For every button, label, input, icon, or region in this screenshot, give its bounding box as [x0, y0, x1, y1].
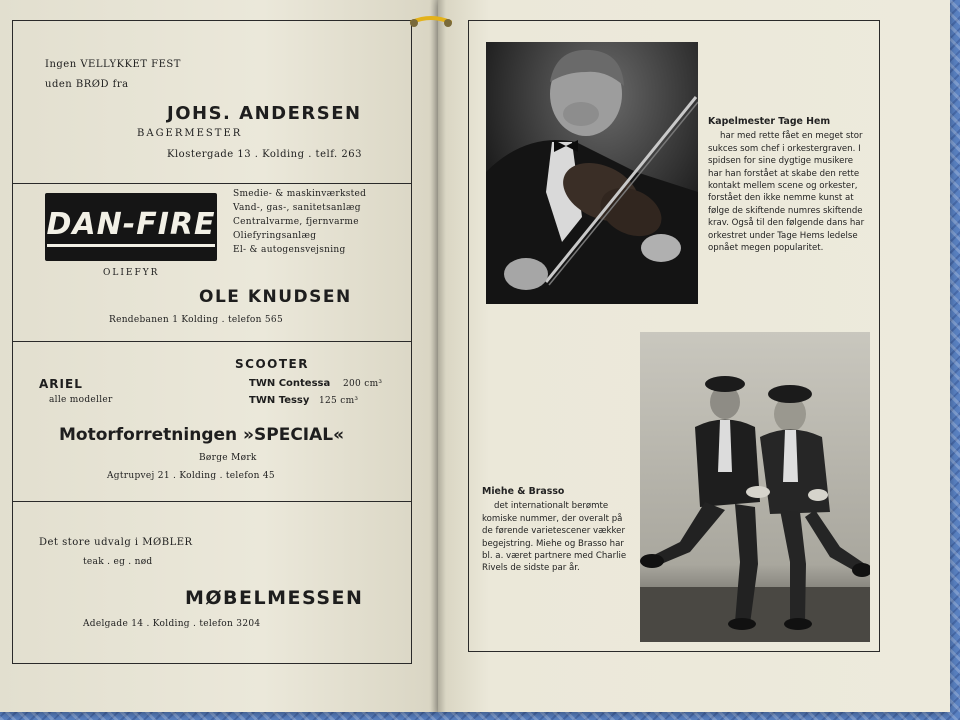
special-twn2-cc: 125 cm³ — [319, 396, 359, 406]
special-twn2: TWN Tessy — [249, 395, 310, 406]
danfire-name: OLE KNUDSEN — [199, 287, 352, 307]
violinist-illustration — [486, 42, 698, 304]
special-owner: Børge Mørk — [199, 453, 257, 463]
danfire-logo — [45, 193, 217, 261]
caption-miehe-brasso-body: det internationalt berømte komiske nummer, der overalt på de førende varietescener vækker begejstring. Miehe og Brasso har bl. a. været partnere med Charlie Rivels de sidste par år. — [482, 501, 627, 574]
bakery-address: Klostergade 13 . Kolding . telf. 263 — [167, 149, 362, 160]
binding-staple — [408, 12, 454, 32]
bakery-name: JOHS. ANDERSEN — [167, 103, 362, 124]
bakery-line1: Ingen VELLYKKET FEST — [45, 59, 181, 70]
photo-comedians — [640, 332, 870, 642]
bakery-line2: uden BRØD fra — [45, 79, 129, 90]
danfire-service-2: Vand-, gas-, sanitetsanlæg — [233, 203, 361, 213]
special-address: Agtrupvej 21 . Kolding . telefon 45 — [107, 471, 275, 481]
ad-bakery — [13, 21, 411, 184]
moebel-line2: teak . eg . nød — [83, 557, 153, 567]
danfire-service-3: Centralvarme, fjernvarme — [233, 217, 359, 227]
bakery-title: BAGERMESTER — [137, 128, 243, 139]
ad-danfire — [13, 183, 411, 342]
danfire-logo-text: DAN-FIRE — [47, 207, 216, 247]
danfire-service-1: Smedie- & maskinværksted — [233, 189, 367, 199]
moebel-name: MØBELMESSEN — [185, 587, 364, 609]
ad-special — [13, 341, 411, 502]
caption-kapelmester — [708, 116, 866, 254]
danfire-service-5: El- & autogensvejsning — [233, 245, 346, 255]
special-twn1: TWN Contessa — [249, 378, 331, 389]
danfire-address: Rendebanen 1 Kolding . telefon 565 — [109, 315, 283, 325]
book-gutter — [430, 0, 446, 712]
special-name: Motorforretningen »SPECIAL« — [59, 425, 345, 445]
left-page — [0, 0, 438, 712]
special-ariel: ARIEL — [39, 377, 83, 391]
comedians-illustration — [640, 332, 870, 642]
photo-violinist — [486, 42, 698, 304]
special-scooter: SCOOTER — [235, 357, 309, 371]
special-twn1-cc: 200 cm³ — [343, 379, 383, 389]
moebel-line1: Det store udvalg i MØBLER — [39, 537, 193, 548]
moebel-address: Adelgade 14 . Kolding . telefon 3204 — [83, 619, 261, 629]
special-ariel-sub: alle modeller — [49, 395, 113, 405]
danfire-service-4: Oliefyringsanlæg — [233, 231, 317, 241]
caption-miehe-brasso-head: Miehe & Brasso — [482, 486, 565, 497]
danfire-sub: OLIEFYR — [103, 268, 160, 278]
caption-miehe-brasso — [482, 486, 632, 575]
ad-frame — [12, 20, 412, 664]
caption-kapelmester-body: har med rette fået en meget stor sukces som chef i orkestergraven. I spidsen for sine dygtige musikere har han forstået at skabe den rette kontakt mellem scene og orkester, forstået den ikke nemme kunst at følge de skiftende numres skiftende krav. Også til den følgende dans har orkestret under Tage Hems ledelse opnået megen popularitet. — [708, 131, 865, 254]
caption-kapelmester-head: Kapelmester Tage Hem — [708, 116, 831, 127]
ad-moebel — [13, 501, 411, 663]
